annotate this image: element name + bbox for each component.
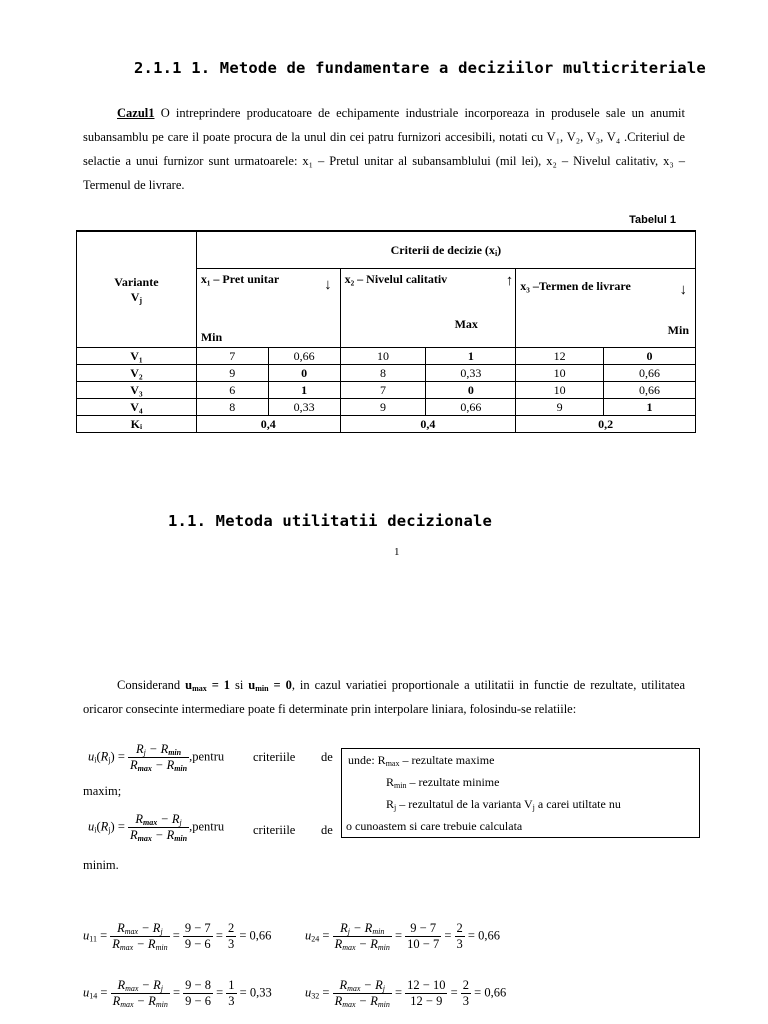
formula-max: $u_i(R_j)$ = $\frac{R_j - R_{min}}{R_{max} - R_{min}}$ ,pentru — [88, 742, 225, 773]
formula-text: de — [321, 750, 333, 764]
table-row: V₂ 9 0 8 0,33 10 0,66 — [77, 365, 696, 382]
formula-text: minim. — [83, 858, 119, 872]
calc-u24: $u_{24}$ = $\frac{R_j - R_{min}}{R_{max} - R_{min}}$ = $\frac{9 - 7}{10 - 7}$ = $\frac{2}{3}$ = 0,66 — [305, 921, 500, 952]
weights-row: Kᵢ 0,4 0,4 0,2 — [77, 416, 696, 433]
criterion-x2-header: x₂ – Nivelul calitativ ↑ Max — [340, 269, 516, 348]
criterion-x1-header: x₁ – Pret unitar ↓ Min — [196, 269, 340, 348]
variants-header: Variante $V_j$ — [77, 231, 197, 348]
arrow-down-icon: ↓ — [679, 282, 687, 298]
page-title: 2.1.1 1. Metode de fundamentare a deciziilor multicriteriale — [134, 59, 706, 77]
table-row: V₁ 7 0,66 10 1 12 0 — [77, 348, 696, 365]
criteria-table — [76, 230, 696, 433]
table-row: V₄ 8 0,33 9 0,66 9 1 — [77, 399, 696, 416]
page-number: 1 — [394, 546, 400, 558]
case-label: Cazul1 — [117, 106, 155, 120]
formula-text: de — [321, 823, 333, 837]
formula-min: $u_i(R_j)$ = $\frac{R_{max} - R_j}{R_{max} - R_{min}}$ ,pentru — [88, 812, 225, 843]
legend-box: unde: $R_{max}$ – rezultate maxime $R_{min}$ – rezultate minime $R_j$ – rezultatul de la varianta $V_j$ a carei utiltate nu o cunoastem si care trebuie calculata — [341, 748, 700, 838]
criteria-header: Criterii de decizie $(x_i)$ — [196, 231, 695, 269]
formula-text: criteriile — [253, 823, 296, 837]
considering-paragraph: Considerand $u_{max} = 1$ si $u_{min} = 0$, in cazul variatiei proportionale a utilitatii in functie de rezultate, utilitatea oricaror consecinte intermediare poate fi determinate prin interpolare liniara, folosindu-se relatiile: — [83, 678, 686, 716]
table-label: Tabelul 1 — [629, 214, 676, 226]
case-text: O intreprindere producatoare de echipamente industriale incorporeaza in produsele sale un anumit subansamblu pe care il poate procura de la unul din cei patru furnizori accesibili, notati cu V₁, V₂, V₃, V₄ .Criteriul de selactie a unui furnizor sunt urmatoarele: x₁ – Pretul unitar al subansamblului (mil lei), x₂ – Nivelul calitativ, x₃ – Termenul de livrare. — [83, 106, 685, 192]
formula-text: maxim; — [83, 784, 122, 798]
formula-text: criteriile — [253, 750, 296, 764]
calc-u14: $u_{14}$ = $\frac{R_{max} - R_j}{R_{max} - R_{min}}$ = $\frac{9 - 8}{9 - 6}$ = $\frac{1}{3}$ = 0,33 — [83, 978, 272, 1009]
table-row: V₃ 6 1 7 0 10 0,66 — [77, 382, 696, 399]
calc-u11: $u_{11}$ = $\frac{R_{max} - R_j}{R_{max} - R_{min}}$ = $\frac{9 - 7}{9 - 6}$ = $\frac{2}{3}$ = 0,66 — [83, 921, 272, 952]
arrow-down-icon: ↓ — [324, 277, 332, 293]
criterion-x3-header: x₃ –Termen de livrare ↓ Min — [516, 269, 696, 348]
calc-u32: $u_{32}$ = $\frac{R_{max} - R_j}{R_{max} - R_{min}}$ = $\frac{12 - 10}{12 - 9}$ = $\frac{2}{3}$ = 0,66 — [305, 978, 507, 1009]
case-paragraph — [83, 101, 685, 197]
arrow-up-icon: ↑ — [505, 273, 514, 289]
section-title: 1.1. Metoda utilitatii decizionale — [168, 512, 493, 530]
